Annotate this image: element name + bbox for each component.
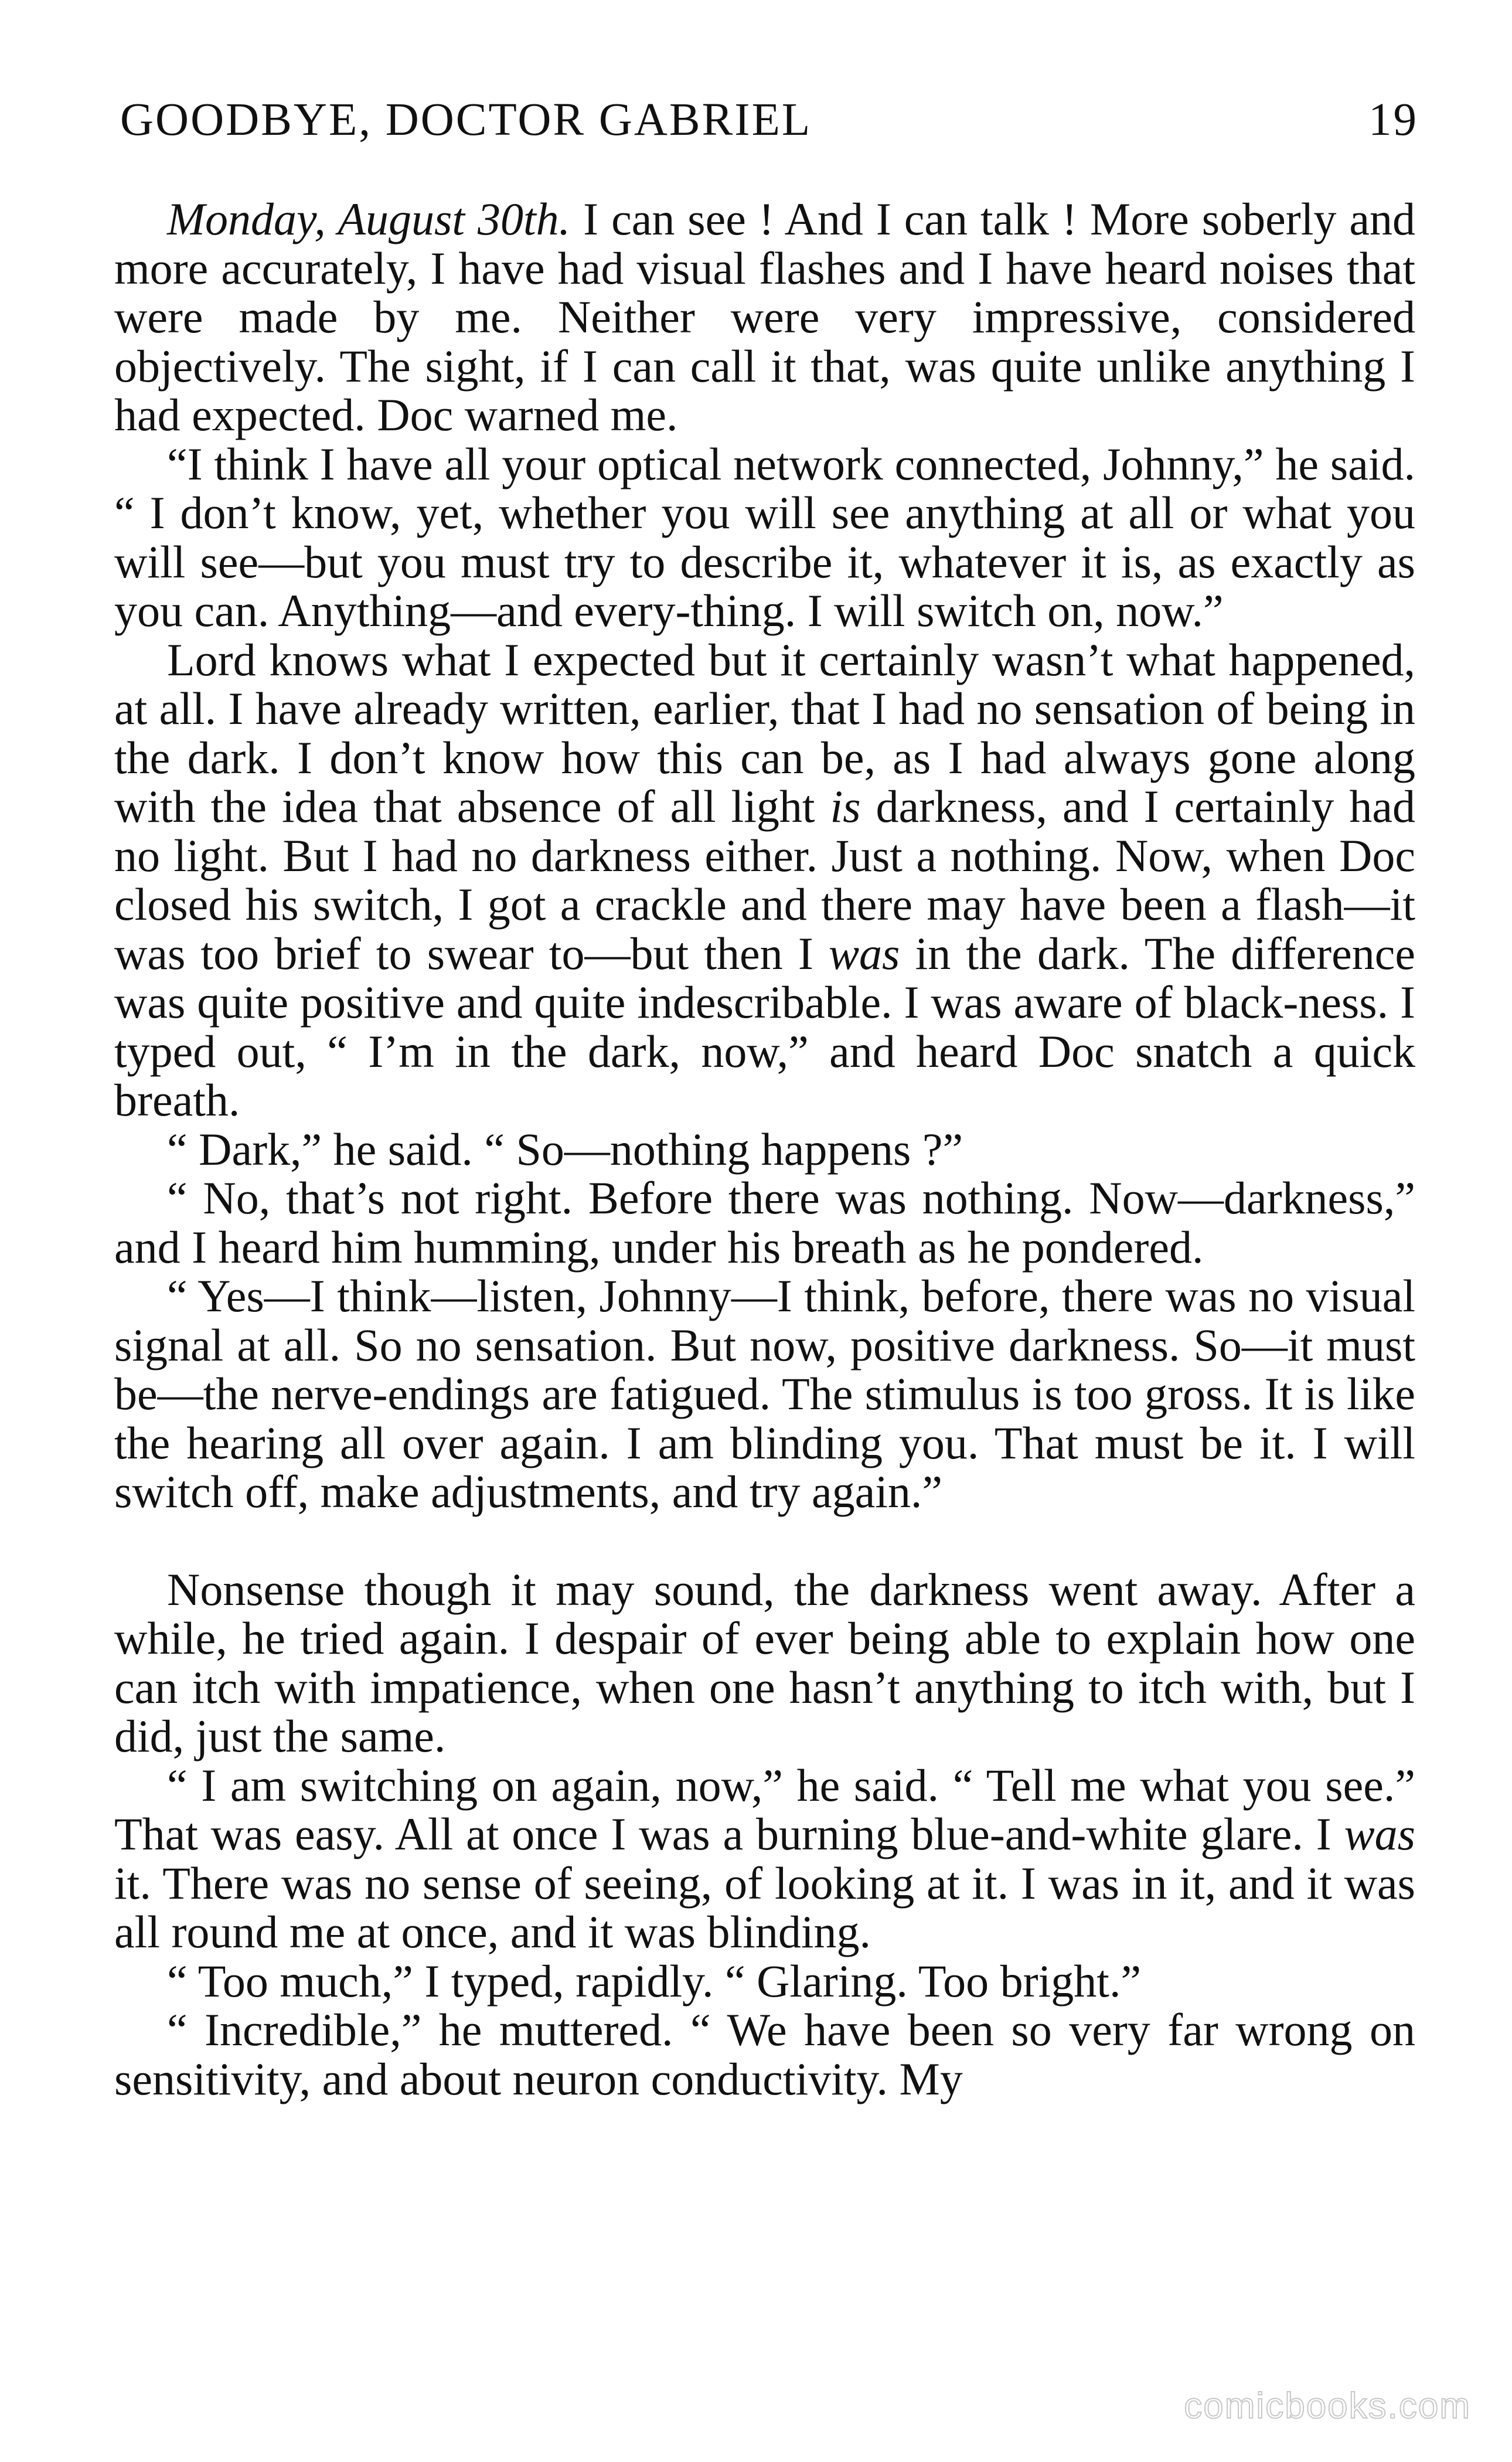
body-text xyxy=(114,195,1415,2103)
paragraph: “I think I have all your optical network connected, Johnny,” he said. “ I don’t know, yet, whether you will see anything at all or what you will see—but you must try to describe it, whatever it is, as exactly as you can. Anything—and every-thing. I will switch on, now.” xyxy=(114,438,1415,636)
diary-date: Monday, August 30th. xyxy=(167,193,571,244)
paragraph: “ Incredible,” he muttered. “ We have been so very far wrong on sensitivity, and about neuron conductivity. My xyxy=(114,2004,1415,2104)
paragraph-text: I can see ! And I can talk ! More soberly and more accurately, I have had visual flashes and I have heard noises that were made by me. Neither were very impressive, considered objectively. The sight, if I can call it that, was quite unlike anything I had expected. Doc warned me. xyxy=(114,193,1415,440)
paragraph-text: darkness, and I certainly had no light. But I had no darkness either. Just a nothing. Now, when Doc closed his switch, I got a crackle and there may have been a flash—it was too brief to swear to—but then I xyxy=(114,781,1415,979)
running-title: GOODBYE, DOCTOR GABRIEL xyxy=(120,94,812,145)
paragraph: “ No, that’s not right. Before there was nothing. Now—darkness,” and I heard him humming, under his breath as he pondered. xyxy=(114,1172,1415,1273)
emphasis: is xyxy=(830,781,861,832)
paragraph-text: it. There was no sense of seeing, of looking at it. I was in it, and it was all round me at once, and it was blinding. xyxy=(114,1857,1415,1957)
emphasis: was xyxy=(1344,1808,1415,1859)
page-number: 19 xyxy=(1368,94,1418,145)
running-header xyxy=(120,94,1418,147)
paragraph-text: “ I am switching on again, now,” he said. “ Tell me what you see.” That was easy. All at once I was a burning blue-and-white glare. I xyxy=(114,1759,1415,1859)
paragraph-text: Lord knows what I expected but it certainly wasn’t what happened, at all. I have already written, earlier, that I had no sensation of being in the dark. I don’t know how this can be, as I had always gone along with the idea that absence of all light xyxy=(114,634,1415,832)
paragraph: “ Too much,” I typed, rapidly. “ Glaring. Too bright.” xyxy=(167,1955,1142,2007)
paragraph xyxy=(114,1761,1415,1957)
watermark: comicbooks.com xyxy=(1184,2386,1471,2426)
emphasis: was xyxy=(829,927,900,979)
paragraph xyxy=(114,195,1415,440)
paragraph: Nonsense though it may sound, the darkness went away. After a while, he tried again. I despair of ever being able to explain how one can itch with impatience, when one hasn’t anything to itch with, but I did, just the same. xyxy=(114,1563,1415,1762)
paragraph: “ Yes—I think—listen, Johnny—I think, before, there was no visual signal at all. So no sensation. But now, positive darkness. So—it must be—the nerve-endings are fatigued. The stimulus is too gross. It is like the hearing all over again. I am blinding you. That must be it. I will switch off, make adjustments, and try again.” xyxy=(114,1270,1415,1517)
paragraph-text: in the dark. The difference was quite positive and quite indescribable. I was aware of black-ness. I typed out, “ I’m in the dark, now,” and heard Doc snatch a quick breath. xyxy=(114,927,1415,1125)
paragraph xyxy=(114,635,1415,1125)
paragraph: “ Dark,” he said. “ So—nothing happens ?” xyxy=(167,1123,963,1175)
